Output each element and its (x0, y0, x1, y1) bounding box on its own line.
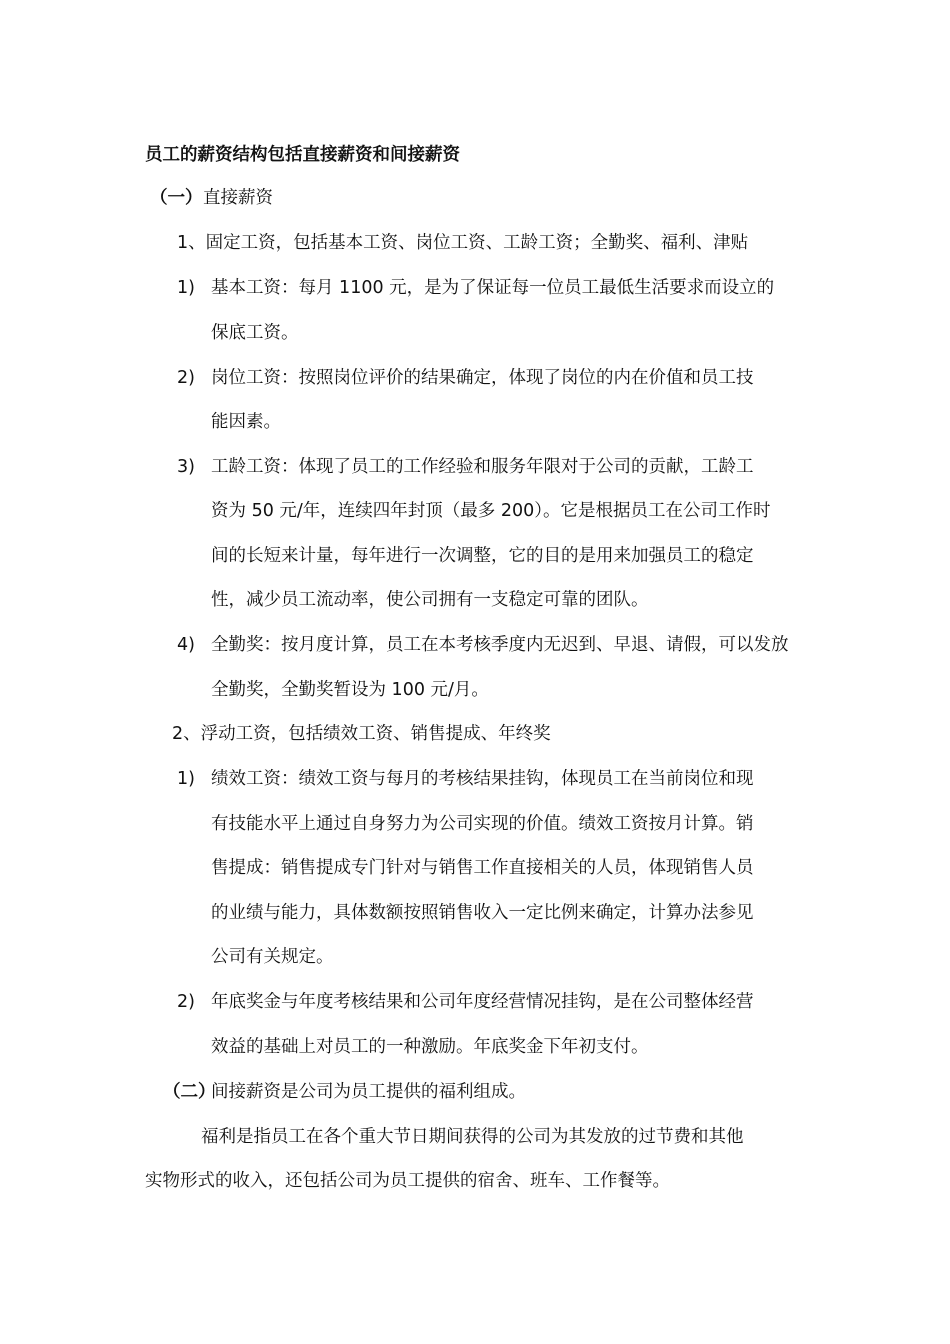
list-item-line: 能因素。 (211, 412, 281, 432)
list-item-line: 年底奖金与年度考核结果和公司年度经营情况挂钩，是在公司整体经营 (211, 992, 754, 1012)
item-number: 1) (177, 769, 195, 789)
list-item-line: 公司有关规定。 (211, 947, 334, 967)
item-number: 4) (177, 635, 195, 655)
list-item-line: 效益的基础上对员工的一种激励。年底奖金下年初支付。 (211, 1037, 649, 1057)
paragraph-line: 福利是指员工在各个重大节日期间获得的公司为其发放的过节费和其他 (201, 1127, 744, 1147)
section1-heading: 直接薪资 (203, 188, 273, 208)
list-item-line: 保底工资。 (211, 323, 299, 343)
list-item-line: 性，减少员工流动率，使公司拥有一支稳定可靠的团队。 (211, 590, 649, 610)
item-number: 2) (177, 368, 195, 388)
item-number: 3) (177, 457, 195, 477)
list-item-line: 有技能水平上通过自身努力为公司实现的价值。绩效工资按月计算。销 (211, 814, 754, 834)
list-item-line: 岗位工资：按照岗位评价的结果确定，体现了岗位的内在价值和员工技 (211, 368, 754, 388)
list-item-line: 资为 50 元/年，连续四年封顶（最多 200）。它是根据员工在公司工作时 (211, 501, 771, 521)
list-item-line: 间的长短来计量，每年进行一次调整，它的目的是用来加强员工的稳定 (211, 546, 754, 566)
list-item-line: 基本工资：每月 1100 元，是为了保证每一位员工最低生活要求而设立的 (211, 278, 775, 298)
sub2-heading: 2、浮动工资，包括绩效工资、销售提成、年终奖 (172, 724, 551, 744)
list-item-line: 绩效工资：绩效工资与每月的考核结果挂钩，体现员工在当前岗位和现 (211, 769, 754, 789)
section1-marker: （一） (150, 188, 203, 208)
list-item-line: 工龄工资：体现了员工的工作经验和服务年限对于公司的贡献，工龄工 (211, 457, 754, 477)
list-item-line: 的业绩与能力，具体数额按照销售收入一定比例来确定，计算办法参见 (211, 903, 754, 923)
document-title: 员工的薪资结构包括直接薪资和间接薪资 (145, 145, 460, 165)
section2-marker: （二） (163, 1082, 216, 1102)
section2-heading: 间接薪资是公司为员工提供的福利组成。 (211, 1082, 526, 1102)
list-item-line: 售提成：销售提成专门针对与销售工作直接相关的人员，体现销售人员 (211, 858, 754, 878)
list-item-line: 全勤奖，全勤奖暂设为 100 元/月。 (211, 680, 489, 700)
sub1-heading: 1、固定工资，包括基本工资、岗位工资、工龄工资；全勤奖、福利、津贴 (177, 233, 749, 253)
item-number: 1) (177, 278, 195, 298)
list-item-line: 全勤奖：按月度计算，员工在本考核季度内无迟到、早退、请假，可以发放 (211, 635, 789, 655)
paragraph-line: 实物形式的收入，还包括公司为员工提供的宿舍、班车、工作餐等。 (145, 1171, 670, 1191)
item-number: 2) (177, 992, 195, 1012)
